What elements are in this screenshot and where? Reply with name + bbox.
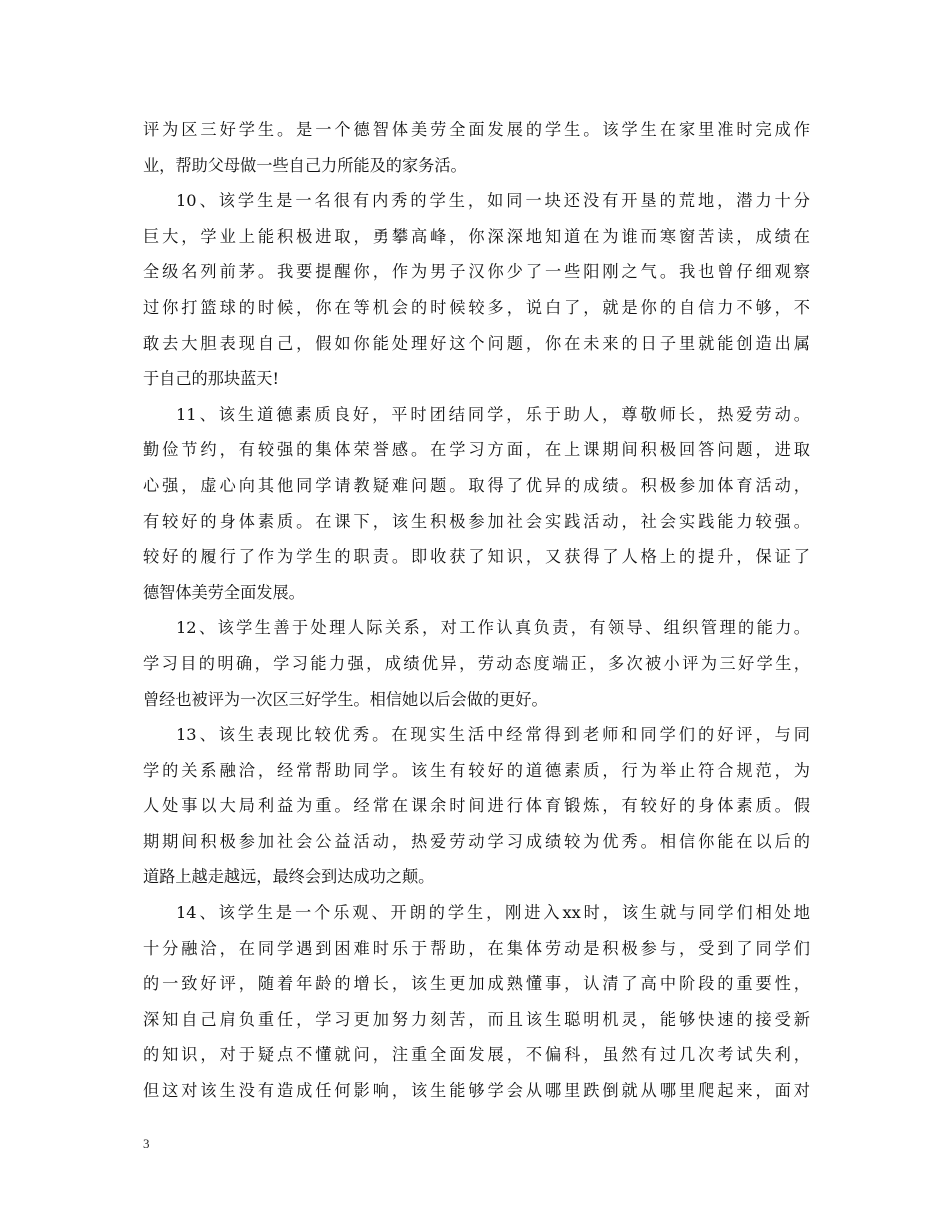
text-line: 全级名列前茅。我要提醒你，作为男子汉你少了一些阳刚之气。我也曾仔细观察 bbox=[143, 262, 810, 282]
text-line: 11、该生道德素质良好，平时团结同学，乐于助人，尊敬师长，热爱劳动。 bbox=[176, 404, 810, 424]
text-line: 曾经也被评为一次区三好学生。相信她以后会做的更好。 bbox=[143, 689, 548, 709]
text-line: 敢去大胆表现自己，假如你能处理好这个问题，你在未来的日子里就能创造出属 bbox=[143, 333, 810, 353]
text-line: 期期间积极参加社会公益活动，热爱劳动学习成绩较为优秀。相信你能在以后的 bbox=[143, 831, 810, 851]
text-line: 勤俭节约，有较强的集体荣誉感。在学习方面，在上课期间积极回答问题，进取 bbox=[143, 440, 810, 460]
text-line: 学的关系融洽，经常帮助同学。该生有较好的道德素质，行为举止符合规范，为 bbox=[143, 760, 810, 780]
text-line: 10、该学生是一名很有内秀的学生，如同一块还没有开垦的荒地，潜力十分 bbox=[176, 191, 810, 211]
text-line: 巨大，学业上能积极进取，勇攀高峰，你深深地知道在为谁而寒窗苦读，成绩在 bbox=[143, 226, 810, 246]
text-line: 深知自己肩负重任，学习更加努力刻苦，而且该生聪明机灵，能够快速的接受新 bbox=[143, 1009, 810, 1029]
text-line: 心强，虚心向其他同学请教疑难问题。取得了优异的成绩。积极参加体育活动， bbox=[143, 475, 810, 495]
text-line: 学习目的明确，学习能力强，成绩优异，劳动态度端正，多次被小评为三好学生， bbox=[143, 653, 810, 673]
document-body bbox=[143, 112, 810, 1109]
text-line: 于自己的那块蓝天! bbox=[143, 369, 280, 389]
text-line: 人处事以大局利益为重。经常在课余时间进行体育锻炼，有较好的身体素质。假 bbox=[143, 796, 810, 816]
text-line: 有较好的身体素质。在课下，该生积极参加社会实践活动，社会实践能力较强。 bbox=[143, 511, 810, 531]
text-line: 德智体美劳全面发展。 bbox=[143, 582, 305, 602]
text-line: 12、该学生善于处理人际关系，对工作认真负责，有领导、组织管理的能力。 bbox=[176, 618, 810, 638]
text-line: 道路上越走越远，最终会到达成功之颠。 bbox=[143, 867, 435, 887]
text-line: 的一致好评，随着年龄的增长，该生更加成熟懂事，认清了高中阶段的重要性， bbox=[143, 974, 810, 994]
text-line: 十分融洽，在同学遇到困难时乐于帮助，在集体劳动是积极参与，受到了同学们 bbox=[143, 938, 810, 958]
text-line: 较好的履行了作为学生的职责。即收获了知识，又获得了人格上的提升，保证了 bbox=[143, 547, 810, 567]
text-line: 业，帮助父母做一些自己力所能及的家务活。 bbox=[143, 155, 467, 175]
text-line: 的知识，对于疑点不懂就问，注重全面发展，不偏科，虽然有过几次考试失利， bbox=[143, 1045, 810, 1065]
text-line: 但这对该生没有造成任何影响，该生能够学会从哪里跌倒就从哪里爬起来，面对 bbox=[143, 1081, 810, 1101]
page-number: 3 bbox=[143, 1136, 150, 1151]
text-line: 14、该学生是一个乐观、开朗的学生，刚进入xx时，该生就与同学们相处地 bbox=[176, 903, 810, 923]
text-line: 评为区三好学生。是一个德智体美劳全面发展的学生。该学生在家里准时完成作 bbox=[143, 120, 810, 139]
text-line: 过你打篮球的时候，你在等机会的时候较多，说白了，就是你的自信力不够，不 bbox=[143, 297, 810, 317]
text-line: 13、该生表现比较优秀。在现实生活中经常得到老师和同学们的好评，与同 bbox=[176, 725, 810, 745]
